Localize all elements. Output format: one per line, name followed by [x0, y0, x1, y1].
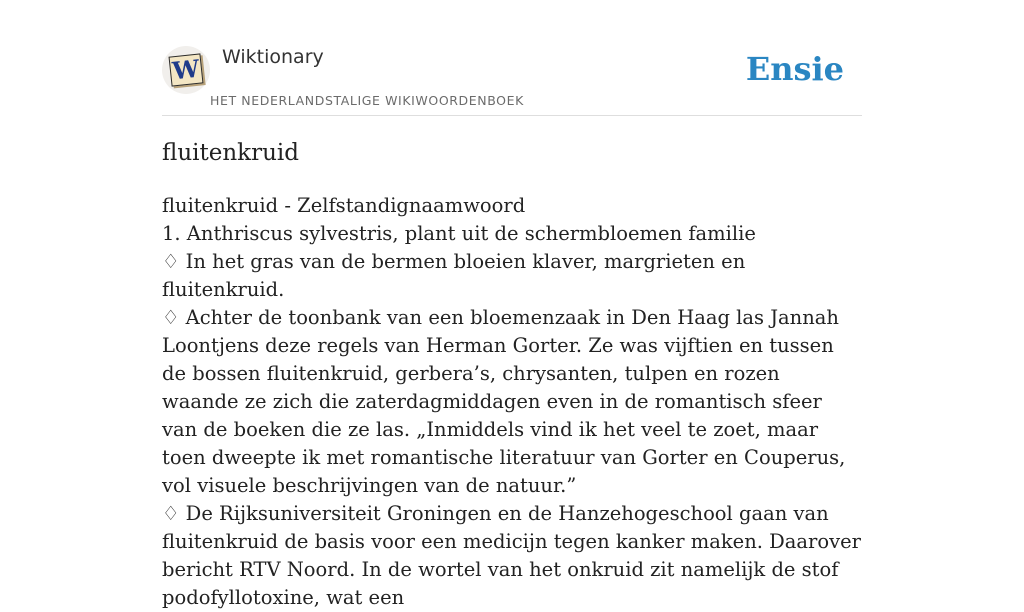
site-name[interactable]: Wiktionary — [222, 46, 324, 68]
example-sentence: ♢ Achter de toonbank van een bloemenzaak in Den Haag las Jannah Loontjens deze regels van Herman Gorter. Ze was vijftien en tussen de bossen fluitenkruid, gerbera’s, chrysanten, tulpen en rozen waande ze zich die zaterdagmiddagen even in de romantisch sfeer van de boeken die ze las. „Inmiddels vind ik het veel te zoet, maar toen dweepte ik met romantische literatuur van Gorter en Couperus, vol visuele beschrijvingen van de natuur.” — [162, 306, 846, 497]
ensie-brand-link[interactable]: Ensie — [745, 50, 844, 88]
definition-content — [162, 192, 862, 612]
example-sentence: ♢ De Rijksuniversiteit Groningen en de Hanzehogeschool gaan van fluitenkruid de basis voor een medicijn tegen kanker maken. Daarover bericht RTV Noord. In de wortel van het onkruid zit namelijk de stof podofyllotoxine, wat een — [162, 502, 861, 609]
wiktionary-logo[interactable] — [162, 46, 210, 94]
site-tagline: HET NEDERLANDSTALIGE WIKIWOORDENBOEK — [210, 93, 524, 108]
definition-meaning: 1. Anthriscus sylvestris, plant uit de schermbloemen familie — [162, 222, 756, 245]
wiktionary-logo-icon: W — [169, 53, 204, 86]
site-header — [162, 40, 862, 116]
example-sentence: ♢ In het gras van de bermen bloeien klaver, margrieten en fluitenkruid. — [162, 250, 746, 301]
definition-heading: fluitenkruid - Zelfstandignaamwoord — [162, 194, 526, 217]
page-title: fluitenkruid — [162, 140, 300, 166]
